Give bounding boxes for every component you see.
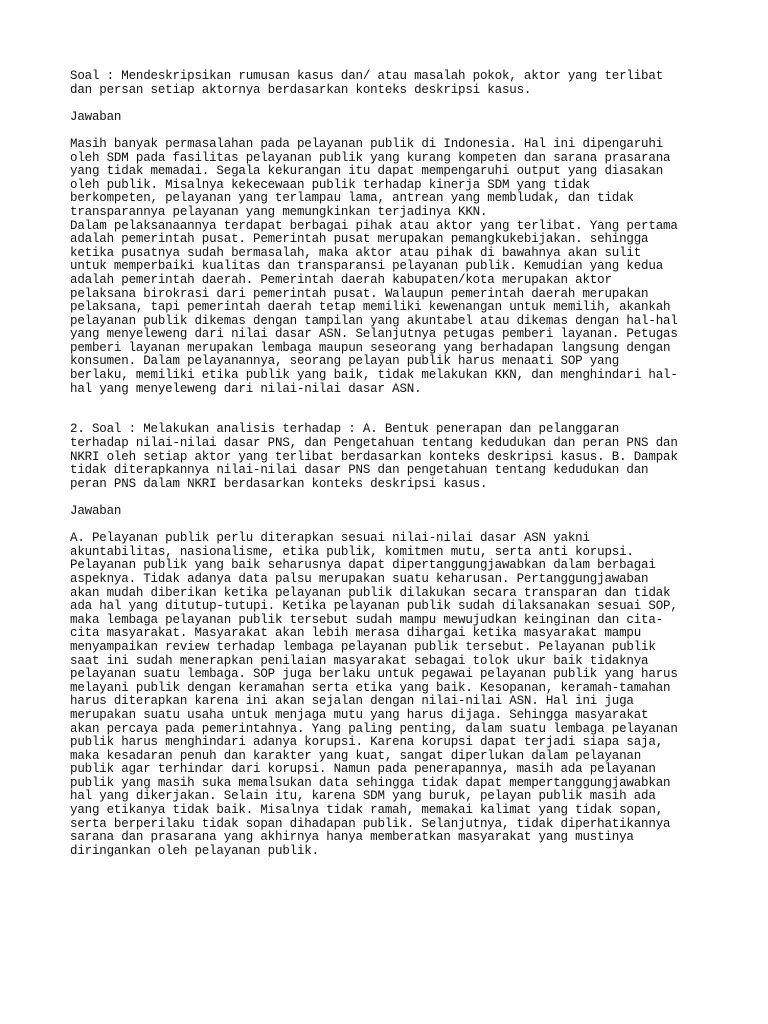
question-2	[70, 423, 710, 491]
answer-1-line: Masih banyak permasalahan pada pelayanan publik di Indonesia. Hal ini dipengaruhi	[70, 136, 664, 151]
answer-1-line: ketika pusatnya sudah bermasalah, maka aktor atau pihak di bawahnya akan sulit	[70, 245, 642, 260]
answer-2-line: akan mudah diberikan ketika pelayanan publik dilakukan secara transparan dan tidak	[70, 585, 671, 600]
answer-1-line: pelaksana birokrasi dari pemerintah pusat. Walaupun pemerintah daerah merupakan	[70, 286, 649, 301]
answer-1-heading: Jawaban	[70, 109, 122, 124]
answer-2-line: akuntabilitas, nasionalisme, etika publik, komitmen mutu, serta anti korupsi.	[70, 544, 634, 559]
answer-2-line: menyampaikan review terhadap lembaga pelayanan publik tersebut. Pelayanan publik	[70, 639, 656, 654]
answer-2-line: saat ini sudah menerapkan penilaian masyarakat sebagai tolok ukur baik tidaknya	[70, 653, 649, 668]
question-2-line: terhadap nilai-nilai dasar PNS, dan Pengetahuan tentang kedudukan dan peran PNS dan	[70, 436, 678, 451]
answer-1-line: yang tidak memadai. Segala kekurangan itu dapat mempengaruhi output yang diasakan	[70, 164, 664, 179]
answer-2-line: publik agar terhindar dari korupsi. Namun pada penerapannya, masih ada pelayanan	[70, 762, 656, 777]
answer-1-line: oleh SDM pada fasilitas pelayanan publik yang kurang kompeten dan sarana prasarana	[70, 150, 671, 165]
answer-2-line: hal yang dikerjakan. Selain itu, karena SDM yang buruk, pelayan publik masih ada	[70, 789, 656, 804]
question-1	[70, 70, 710, 97]
answer-2-line: cita masyarakat. Masyarakat akan lebih merasa dihargai ketika masyarakat mampu	[70, 626, 642, 641]
answer-1-line: yang menyeleweng dari nilai dasar ASN. Selanjutnya petugas pemberi layanan. Petugas	[70, 327, 678, 342]
document-page	[70, 70, 710, 858]
answer-2-line: harus diterapkan karena ini akan sejalan dengan nilai-nilai ASN. Hal ini juga	[70, 694, 634, 709]
answer-1-line: berlaku, memiliki etika publik yang baik, tidak melakukan KKN, dan menghindari hal-	[70, 368, 678, 383]
question-2-line: tidak diterapkannya nilai-nilai dasar PNS dan pengetahuan tentang kedudukan dan	[70, 463, 649, 478]
answer-2-body	[70, 532, 710, 858]
answer-1-line: pelaksana, tapi pemerintah daerah tetap memiliki kewenangan untuk memilih, akankah	[70, 300, 671, 315]
answer-1-line: adalah pemerintah pusat. Pemerintah pusat merupakan pemangkukebijakan. sehingga	[70, 232, 649, 247]
answer-1-line: oleh publik. Misalnya kekecewaan publik terhadap kinerja SDM yang tidak	[70, 177, 590, 192]
answer-2-line: akan percaya pada pemerintahnya. Yang paling penting, dalam suatu lembaga pelayanan	[70, 721, 678, 736]
answer-2-line: diringankan oleh pelayanan publik.	[70, 843, 319, 858]
question-1-line: dan persan setiap aktornya berdasarkan konteks deskripsi kasus.	[70, 82, 532, 97]
question-2-line: peran PNS dalam NKRI berdasarkan konteks deskripsi kasus.	[70, 476, 488, 491]
answer-2-line: merupakan suatu usaha untuk menjaga mutu yang harus dijaga. Sehingga masyarakat	[70, 707, 649, 722]
answer-1-line: Dalam pelaksanaannya terdapat berbagai pihak atau aktor yang terlibat. Yang pertama	[70, 218, 678, 233]
answer-1-line: hal yang menyeleweng dari nilai-nilai dasar ASN.	[70, 381, 422, 396]
answer-2-line: publik harus menghindari adanya korupsi. Karena korupsi dapat terjadi siapa saja,	[70, 735, 664, 750]
answer-2-line: maka kesadaran penuh dan karakter yang kuat, sangat diperlukan dalam pelayanan	[70, 748, 642, 763]
answer-1-line: konsumen. Dalam pelayanannya, seorang pelayan publik harus menaati SOP yang	[70, 354, 620, 369]
answer-2-line: publik yang masih suka memalsukan data sehingga tidak dapat mempertanggungjawabkan	[70, 775, 671, 790]
answer-1-line: berkompeten, pelayanan yang terlampau lama, antrean yang membludak, dan tidak	[70, 191, 634, 206]
question-2-line: NKRI oleh setiap aktor yang terlibat berdasarkan konteks deskripsi kasus. B. Dampak	[70, 449, 678, 464]
answer-1-line: pelayanan publik dikemas dengan tampilan yang akuntabel atau dikemas dengan hal-hal	[70, 313, 678, 328]
answer-1-line: adalah pemerintah daerah. Pemerintah daerah kabupaten/kota merupakan aktor	[70, 272, 612, 287]
answer-2-line: serta berperilaku tidak sopan dihadapan publik. Selanjutnya, tidak diperhatikannya	[70, 816, 671, 831]
answer-1-body	[70, 138, 710, 396]
answer-2-line: sarana dan prasarana yang akhirnya hanya memberatkan masyarakat yang mustinya	[70, 830, 634, 845]
answer-2-line: ada hal yang ditutup-tutupi. Ketika pelayanan publik sudah dilaksanakan sesuai SOP,	[70, 599, 678, 614]
question-1-line: Soal : Mendeskripsikan rumusan kasus dan/ atau masalah pokok, aktor yang terlibat	[70, 69, 664, 83]
answer-1-line: transparannya pelayanan yang memungkinkan terjadinya KKN.	[70, 204, 488, 219]
answer-2-line: maka lembaga pelayanan publik tersebut sudah mampu mewujudkan keinginan dan cita-	[70, 612, 664, 627]
answer-1-line: untuk memperbaiki kualitas dan transparansi pelayanan publik. Kemudian yang kedua	[70, 259, 664, 274]
answer-2-line: Pelayanan publik yang baik seharusnya dapat dipertanggungjawabkan dalam berbagai	[70, 558, 656, 573]
answer-2-heading: Jawaban	[70, 504, 122, 518]
question-2-line: 2. Soal : Melakukan analisis terhadap : A. Bentuk penerapan dan pelanggaran	[70, 422, 620, 437]
answer-2-line: pelayanan suatu lembaga. SOP juga berlaku untuk pegawai pelayanan publik yang harus	[70, 667, 678, 682]
answer-1-line: pemberi layanan merupakan lembaga maupun seseorang yang berhadapan langsung dengan	[70, 340, 671, 355]
answer-2-line: melayani publik dengan keramahan serta etika yang baik. Kesopanan, keramah-tamahan	[70, 680, 671, 695]
answer-2-line: A. Pelayanan publik perlu diterapkan sesuai nilai-nilai dasar ASN yakni	[70, 531, 590, 546]
answer-2-line: aspeknya. Tidak adanya data palsu merupakan suatu keharusan. Pertanggungjawaban	[70, 571, 649, 586]
answer-2-line: yang etikanya tidak baik. Misalnya tidak ramah, memakai kalimat yang tidak sopan,	[70, 803, 664, 818]
